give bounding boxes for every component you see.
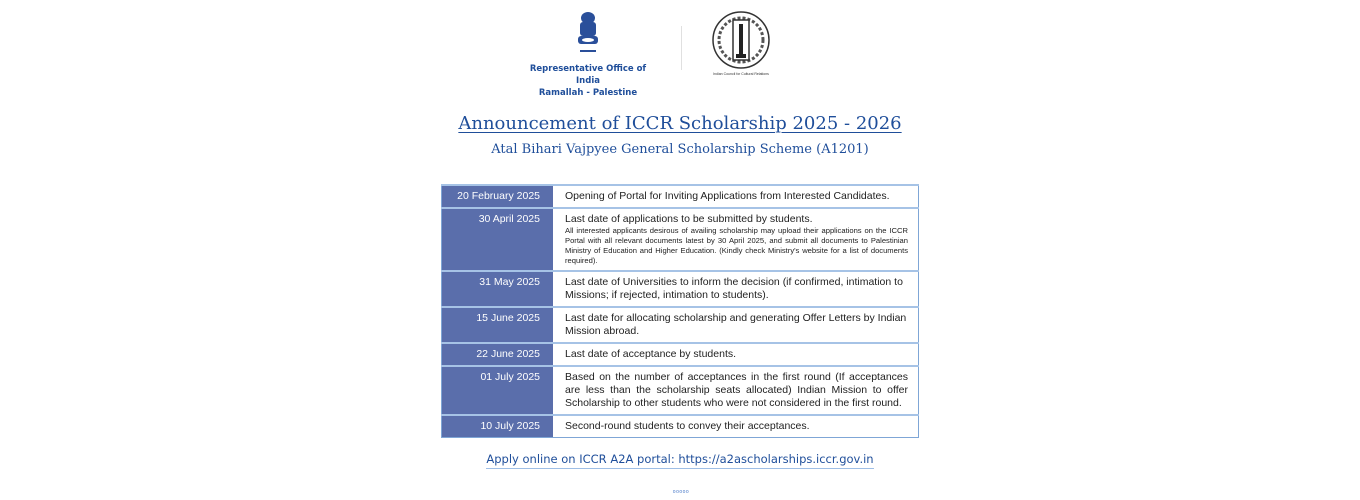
india-state-emblem-icon xyxy=(574,10,602,58)
iccr-caption: Indian Council for Cultural Relations xyxy=(713,72,769,76)
description-main: Last date of applications to be submitted by students. xyxy=(565,213,813,225)
description-cell xyxy=(553,208,919,271)
date-cell: 01 July 2025 xyxy=(442,366,554,415)
date-cell: 15 June 2025 xyxy=(442,307,554,343)
apply-underline xyxy=(486,468,874,469)
iccr-logo-icon xyxy=(711,10,771,70)
table-row xyxy=(442,415,919,438)
table-row xyxy=(442,271,919,307)
date-cell: 20 February 2025 xyxy=(442,185,554,208)
header-divider xyxy=(681,26,682,70)
table-row xyxy=(442,307,919,343)
date-cell: 22 June 2025 xyxy=(442,343,554,366)
table-row xyxy=(442,343,919,366)
date-cell: 10 July 2025 xyxy=(442,415,554,438)
page-title-text: Announcement of ICCR Scholarship 2025 - 2026 xyxy=(458,113,902,134)
apply-online-link[interactable]: Apply online on ICCR A2A portal: https://a2ascholarships.iccr.gov.in xyxy=(486,452,874,466)
description-cell: Last date of Universities to inform the decision (if confirmed, intimation to Missions; if rejected, intimation to students). xyxy=(553,271,919,307)
description-cell: Based on the number of acceptances in the first round (If acceptances are less than the scholarship seats allocated) Indian Mission to offer Scholarship to other students who were not considered in the first round. xyxy=(553,366,919,415)
description-cell: Last date for allocating scholarship and generating Offer Letters by Indian Mission abroad. xyxy=(553,307,919,343)
page-subtitle: Atal Bihari Vajpyee General Scholarship Scheme (A1201) xyxy=(491,142,869,157)
office-location-line: Ramallah - Palestine xyxy=(538,88,638,98)
description-cell: Second-round students to convey their acceptances. xyxy=(553,415,919,438)
table-row xyxy=(442,208,919,271)
description-cell: Opening of Portal for Inviting Applications from Interested Candidates. xyxy=(553,185,919,208)
header xyxy=(0,8,1360,98)
office-name xyxy=(520,63,656,99)
table-row xyxy=(442,185,919,208)
table-row xyxy=(442,366,919,415)
office-name-line: Representative Office of India xyxy=(529,64,647,86)
schedule-table xyxy=(441,184,919,438)
page-title xyxy=(0,113,1360,134)
footer-mark: ooooo xyxy=(672,489,690,495)
description-note: All interested applicants desirous of availing scholarship may upload their applications on the ICCR Portal with all relevant documents latest by 30 April 2025, and submit all documents to Palestinian Ministry of Education and Higher Education. (Kindly check Ministry's website for a list of documents required). xyxy=(565,226,908,265)
date-cell: 30 April 2025 xyxy=(442,208,554,271)
description-cell: Last date of acceptance by students. xyxy=(553,343,919,366)
date-cell: 31 May 2025 xyxy=(442,271,554,307)
